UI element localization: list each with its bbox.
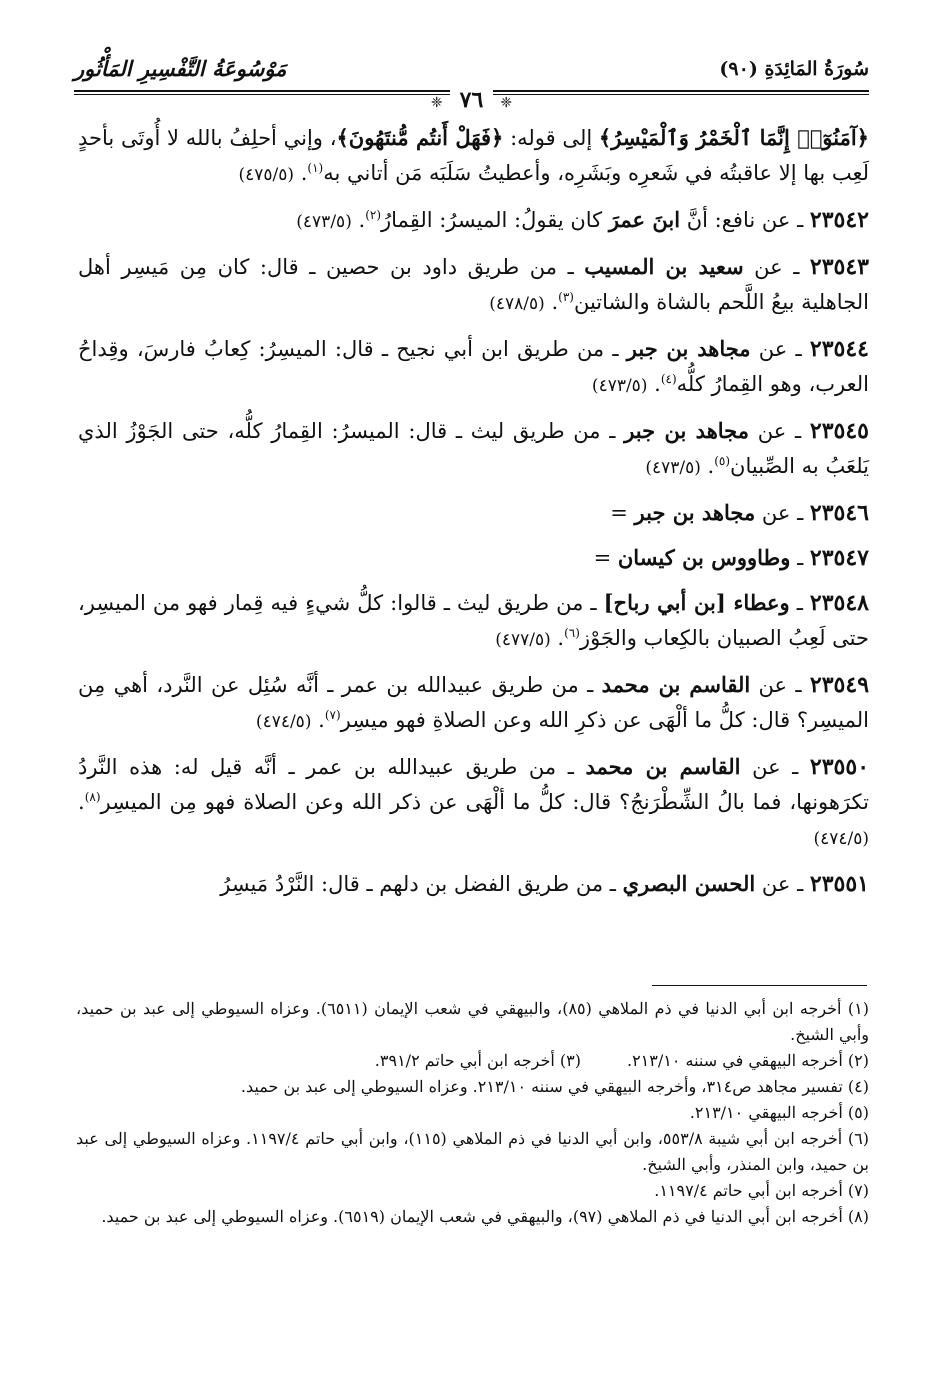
footnote-marker: (١) (307, 161, 324, 175)
footnote-marker: (٤) (660, 372, 677, 386)
entry-text: ـ (789, 591, 810, 615)
footnote: (٤) تفسير مجاهد ص٣١٤، وأخرجه البيهقي في سننه ٢١٣/١٠. وعزاه السيوطي إلى عبد بن حميد. (240, 1077, 869, 1096)
intro-text: إلى قوله: (503, 126, 599, 150)
entry-text: ـ عن نافع: أنَّ (680, 208, 810, 232)
entry-number: ٢٣٥٥١ (809, 871, 869, 897)
volume-reference: (٤٧٣/٥) (645, 458, 701, 478)
volume-reference: (٤٧٣/٥) (591, 376, 648, 396)
narration-entry (78, 866, 869, 902)
entry-text: ـ عن (740, 755, 810, 779)
footnote: (٨) أخرجه ابن أبي الدنيا في ذم الملاهي (٩٧)، والبيهقي في شعب الإيمان (٦٥١٩). وعزاه السيوطي إلى عبد بن حميد. (101, 1207, 869, 1226)
footnote-row (76, 1048, 869, 1074)
narrator-name: الحسن البصري (622, 871, 756, 896)
entry-number: ٢٣٥٤٥ (809, 418, 869, 444)
narrator-name: مجاهد بن جبر (626, 336, 751, 361)
footnote: (٥) أخرجه البيهقي ٢١٣/١٠. (689, 1103, 869, 1122)
entry-text: ـ عن (750, 673, 810, 697)
narration-entry: ٢٣٥٤٣ ـ عن سعيد بن المسيب ـ من طريق داود بن حصين ـ قال: كان مِن مَيسِر أهل الجاهلية بيعُ اللَّحم بالشاة والشاتين$^{(٣)}$. (٤٧٨/٥) (78, 254, 869, 314)
narrator-name: القاسم بن محمد (601, 672, 751, 697)
entry-number: ٢٣٥٤٩ (809, 672, 870, 698)
entry-text: ـ من طريق الفضل بن دلهم ـ قال: النَّرْدُ مَيسِرُ (220, 872, 623, 896)
narrator-name: مجاهد بن جبر (624, 418, 749, 443)
entry-text: ـ عن (748, 419, 810, 443)
footnote: (٣) أخرجه ابن أبي حاتم ٣٩١/٢. (374, 1051, 581, 1070)
footnote: (٧) أخرجه ابن أبي حاتم ١١٩٧/٤. (654, 1181, 869, 1200)
entry-text: كان يقولُ: الميسرُ: القِمارُ (381, 208, 609, 232)
narration-entry: ٢٣٥٤٢ ـ عن نافع: أنَّ ابنَ عمرَ كان يقولُ: الميسرُ: القِمارُ$^{(٢)}$. (٤٧٣/٥) (296, 207, 869, 233)
entry-text: ـ من طريق ابن أبي نجيح ـ قال: الميسِرُ: كِعابُ فارسَ، وقِداحُ العرب، وهو القِمارُ كلُّه (78, 337, 869, 396)
series-title: مَوْسُوعَةُ التَّفْسِيرِ المَأْثُور (74, 56, 287, 81)
narrator-name: القاسم بن محمد (585, 754, 741, 779)
footnote-marker: (٦) (564, 626, 580, 640)
entry-text: = (610, 501, 635, 525)
footnote-marker: (٥) (714, 454, 731, 468)
entry-text: ـ من طريق داود بن حصين ـ قال: كان مِن مَيسِر أهل الجاهلية بيعُ اللَّحم بالشاة والشاتين (78, 255, 869, 314)
footnote-separator (652, 985, 867, 986)
entry-text: ـ (790, 546, 810, 570)
entry-text: ـ عن (755, 501, 810, 525)
entry-number: ٢٣٥٥٠ (809, 754, 870, 780)
quran-quote: ﴿فَهَلْ أَنتُم مُّنتَهُونَ﴾ (336, 125, 504, 150)
footnote-marker: (٢) (365, 208, 382, 222)
narration-entry: ٢٣٥٤٥ ـ عن مجاهد بن جبر ـ من طريق ليث ـ قال: الميسرُ: القِمارُ كلُّه، حتى الجَوْزُ الذي يَلعَبُ به الصِّبيان$^{(٥)}$. (٤٧٣/٥) (78, 418, 869, 478)
footnote-marker: (٣) (558, 290, 574, 304)
narration-entry: ٢٣٥٥٠ ـ عن القاسم بن محمد ـ من طريق عبيدالله بن عمر ـ أنَّه قيل له: هذه النَّردُ تكرَهونها، فما بالُ الشِّطْرَنجُ؟ قال: كلُّ ما ألْهَى عن ذكر الله وعن الصلاة فهو مِن الميسِر$^{(٨)}$. (٤٧٤/٥) (78, 754, 870, 849)
main-text (78, 120, 869, 911)
page-number: ٧٦ (450, 86, 494, 114)
entry-number: ٢٣٥٤٨ (809, 590, 869, 616)
entry-text: ـ عن (743, 255, 810, 279)
entry-number: ٢٣٥٤٣ (809, 254, 869, 280)
narrator-name: وعطاء [بن أبي رباح] (603, 590, 790, 615)
footnote-marker: (٧) (324, 708, 341, 722)
volume-reference: (٤٧٨/٥) (489, 294, 545, 314)
narrator-name: سعيد بن المسيب (584, 254, 744, 279)
volume-reference: (٤٧٥/٥) (238, 165, 295, 185)
narration-entry (78, 540, 869, 576)
narration-entry (78, 495, 869, 531)
entry-text: ـ من طريق ليث ـ قالوا: كلُّ شيءٍ فيه قِمار فهو من الميسِر، حتى لَعِبُ الصبيان بالكِعاب والجَوْز (78, 591, 869, 650)
narrator-name: مجاهد بن جبر (634, 500, 756, 525)
footnotes (76, 996, 869, 1230)
entry-text: ـ من طريق ليث ـ قال: الميسرُ: القِمارُ كلُّه، حتى الجَوْزُ الذي يَلعَبُ به الصِّبيان (78, 419, 869, 478)
page-number-wrap (74, 86, 869, 114)
narration-entry: ٢٣٥٤٨ ـ وعطاء [بن أبي رباح] ـ من طريق ليث ـ قالوا: كلُّ شيءٍ فيه قِمار فهو من الميسِر، حتى لَعِبُ الصبيان بالكِعاب والجَوْز$^{(٦)}$. (٤٧٧/٥) (78, 590, 869, 650)
entry-text: ـ من طريق عبيدالله بن عمر ـ أنَّه سُئِل عن النَّرد، أهي مِن الميسِر؟ قال: كلُّ ما ألْهَى عن ذكرِ الله وعن الصلاةِ فهو ميسِر (78, 673, 869, 732)
page-header (74, 56, 869, 116)
entry-text: ـ عن (755, 872, 810, 896)
footnote: (٢) أخرجه البيهقي في سننه ٢١٣/١٠. (626, 1051, 869, 1070)
entry-number: ٢٣٥٤٢ (809, 207, 869, 233)
footnote-marker: (٨) (84, 790, 101, 804)
footnote: (٦) أخرجه ابن أبي شيبة ٥٥٣/٨، وابن أبي الدنيا في ذم الملاهي (١١٥)، وابن أبي حاتم ١١٩٧/٤. وعزاه السيوطي إلى عبد بن حميد، وابن المنذر، وأبي الشيخ. (76, 1129, 870, 1174)
ornament-icon: ❈ (430, 95, 443, 111)
entry-text: ـ عن (750, 337, 810, 361)
volume-reference: (٤٧٤/٥) (813, 829, 869, 849)
surah-title: سُورَةُ المَائِدَةِ (٩٠) (719, 58, 869, 80)
narrator-name: ابنَ عمرَ (608, 207, 681, 232)
volume-reference: (٤٧٤/٥) (255, 712, 312, 732)
footnote: (١) أخرجه ابن أبي الدنيا في ذم الملاهي (٨٥)، والبيهقي في شعب الإيمان (٦٥١١). وعزاه السيوطي إلى عبد بن حميد، وأبي الشيخ. (76, 999, 869, 1044)
quran-quote: ﴿آمَنُوٓا۟ إِنَّمَا ٱلْخَمْرُ وَٱلْمَيْسِرُ﴾ (598, 125, 869, 150)
narrator-name: وطاووس بن كيسان (617, 545, 791, 570)
intro-paragraph: ﴿آمَنُوٓا۟ إِنَّمَا ٱلْخَمْرُ وَٱلْمَيْسِرُ﴾ إلى قوله: ﴿فَهَلْ أَنتُم مُّنتَهُونَ﴾، وإني أحلِفُ بالله لا أُوتَى بأحدٍ لَعِب بها إلا عاقبتُه في شَعرِه وبَشَرِه، وأعطيتُ سَلَبَه مَن أتاني به$^{(١)}$. (٤٧٥/٥) (78, 125, 869, 185)
entry-text: = (593, 546, 618, 570)
entry-number: ٢٣٥٤٦ (809, 500, 869, 526)
narration-entry: ٢٣٥٤٤ ـ عن مجاهد بن جبر ـ من طريق ابن أبي نجيح ـ قال: الميسِرُ: كِعابُ فارسَ، وقِداحُ العرب، وهو القِمارُ كلُّه$^{(٤)}$. (٤٧٣/٥) (78, 336, 869, 396)
narration-entry: ٢٣٥٤٩ ـ عن القاسم بن محمد ـ من طريق عبيدالله بن عمر ـ أنَّه سُئِل عن النَّرد، أهي مِن الميسِر؟ قال: كلُّ ما ألْهَى عن ذكرِ الله وعن الصلاةِ فهو ميسِر$^{(٧)}$. (٤٧٤/٥) (78, 672, 870, 732)
intro-text: ، وإني أحلِفُ بالله لا أُوتَى بأحدٍ لَعِب بها إلا عاقبتُه في شَعرِه وبَشَرِه، وأعطيتُ سَلَبَه مَن أتاني به (78, 126, 869, 185)
volume-reference: (٤٧٧/٥) (495, 630, 551, 650)
ornament-icon: ❈ (500, 95, 513, 111)
entry-number: ٢٣٥٤٧ (809, 545, 869, 571)
entry-number: ٢٣٥٤٤ (809, 336, 869, 362)
volume-reference: (٤٧٣/٥) (296, 212, 352, 232)
entry-text: ـ من طريق عبيدالله بن عمر ـ أنَّه قيل له: هذه النَّردُ تكرَهونها، فما بالُ الشِّطْرَنجُ؟ قال: كلُّ ما ألْهَى عن ذكر الله وعن الصلاة فهو مِن الميسِر (78, 755, 869, 814)
